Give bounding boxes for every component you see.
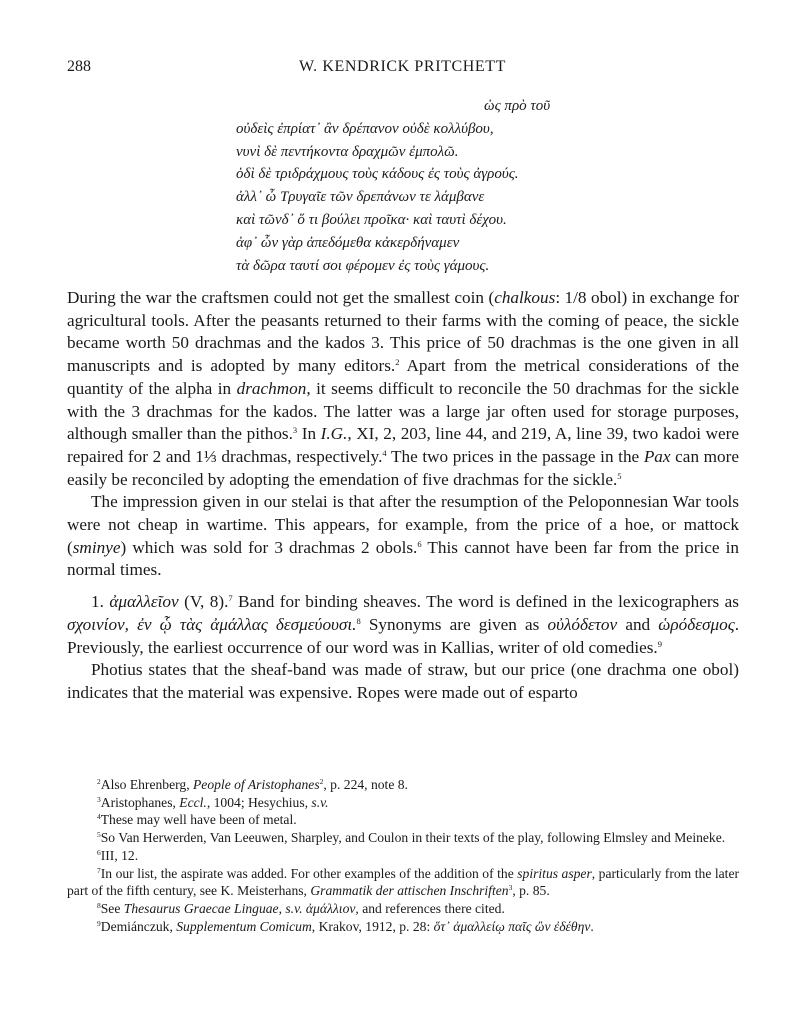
footnote-ref: 6 <box>417 538 422 549</box>
footnote-ref: 9 <box>657 638 662 649</box>
footnote-4 <box>67 811 739 829</box>
text-run: , it seems difficult to reconcile the 50 drachmas for the sickle with the 3 drachmas for the kados. The latter was a large jar often used for storage purposes, although smaller than the pithos. <box>67 378 739 444</box>
footnote-3 <box>67 794 739 812</box>
greek-verse-quotation <box>236 95 656 277</box>
text-run: The two prices in the passage in the <box>386 446 644 466</box>
greek-term: ἀμαλλεῖον <box>109 592 179 612</box>
citation-ig: I.G. <box>320 424 348 444</box>
text-run: : 1/8 obol) in exchange for agricultural tools. After the peasants returned to their farms with the coming of peace, the sickle became worth 50 drachmas and the kados 3. This price of 50 drachmas is the one given in all manuscripts and is adopted by many editors. <box>67 288 739 376</box>
footnote-8 <box>67 900 739 918</box>
footnote-ref: 8 <box>356 615 361 626</box>
greek-synonym: ὡρόδεσμος <box>658 614 735 634</box>
footnote-2 <box>67 776 739 794</box>
abbrev: s.v. <box>311 794 329 810</box>
footnote-number: 6 <box>97 847 101 857</box>
paragraph-prices <box>67 287 739 491</box>
footnote-7 <box>67 865 739 900</box>
footnote-number: 8 <box>97 900 101 910</box>
footnotes <box>67 776 739 935</box>
title: Eccl. <box>179 794 207 810</box>
text-run: Demiánczuk, <box>100 918 177 934</box>
body-text <box>67 287 739 705</box>
footnote-5 <box>67 829 739 847</box>
text-run: Band for binding sheaves. The word is defined in the lexicographers as <box>232 592 739 612</box>
term-drachmon: drachmon <box>236 378 307 398</box>
greek-definition: σχοινίον, ἐν ᾧ τὰς ἀμάλλας δεσμεύουσι. <box>67 614 357 634</box>
footnote-number: 2 <box>97 777 101 786</box>
text-run: . Previously, the earliest occurrence of our word was in Kallias, writer of old comedies. <box>67 614 739 657</box>
text-run: During the war the craftsmen could not get the smallest coin ( <box>67 288 495 307</box>
paragraph-stelai <box>67 491 739 582</box>
verse-line: ἀφ᾽ ὧν γὰρ ἀπεδόμεθα κἀκερδήναμεν <box>236 234 460 251</box>
term-sminye: sminye <box>72 537 121 557</box>
verse-line: οὐδεὶς ἐπρίατ᾽ ἂν δρέπανον οὐδὲ κολλύβου, <box>236 120 494 137</box>
footnote-number: 4 <box>97 812 101 822</box>
text-run: This cannot have been far from the price in normal times. <box>67 537 739 580</box>
running-head: W. KENDRICK PRITCHETT <box>298 58 507 75</box>
term: spiritus asper <box>517 865 592 881</box>
footnote-ref: 2 <box>395 357 400 368</box>
page-number: 288 <box>67 58 91 75</box>
text-run: , XI, 2, 203, line 44, and 219, A, line 39, two kadoi were repaired for 2 and 1⅓ drachmas, respectively. <box>67 424 739 466</box>
text-run: (V, 8). <box>178 592 229 612</box>
footnote-ref: 5 <box>617 470 622 481</box>
footnote-9 <box>67 918 739 936</box>
text-run: These may well have been of metal. <box>100 812 297 828</box>
greek-term: ἀμάλλιον <box>305 900 356 916</box>
title: Supplementum Comicum <box>176 918 312 934</box>
text-run: The impression given in our stelai is that after the resumption of the Peloponnesian War tools were not cheap in wartime. This appears, for example, from the price of a hoe, or mattock ( <box>67 492 739 557</box>
footnote-number: 7 <box>97 865 101 875</box>
footnote-number: 3 <box>97 794 101 804</box>
footnote-6 <box>67 847 739 865</box>
greek-quotation: ὅτ᾽ ἀμαλλείῳ παῖς ὢν ἐδέθην <box>433 918 591 934</box>
text-run: So Van Herwerden, Van Leeuwen, Sharpley, and Coulon in their texts of the play, following Elmsley and Meineke. <box>100 830 726 846</box>
text-run: , p. 85. <box>512 883 550 899</box>
text-run: Aristophanes, <box>100 794 180 810</box>
text-run: , Krakov, 1912, p. 28: <box>311 918 434 934</box>
text-run: 1. <box>91 592 110 612</box>
text-run: In our list, the aspirate was added. For other examples of the addition of the <box>100 865 518 881</box>
greek-synonym: οὐλόδετον <box>547 614 618 634</box>
text-run: , <box>278 900 286 916</box>
paragraph-photius <box>67 659 739 704</box>
footnote-ref: 4 <box>382 447 387 458</box>
text-run: , and references there cited. <box>355 900 505 916</box>
paragraph-entry-1 <box>67 591 739 659</box>
text-run: III, 12. <box>100 847 139 863</box>
verse-line: τὰ δῶρα ταυτί σοι φέρομεν ἐς τοὺς γάμους. <box>236 257 490 274</box>
title: Grammatik der attischen Inschriften <box>310 883 509 899</box>
text-run: In <box>297 424 321 444</box>
footnote-number: 5 <box>97 830 101 840</box>
text-run: , 1004; Hesychius, <box>206 794 312 810</box>
text-run: Synonyms are given as <box>360 614 548 634</box>
title: Thesaurus Graecae Linguae <box>123 900 279 916</box>
title: People of Aristophanes <box>193 777 320 792</box>
edition-number: 3 <box>508 883 513 893</box>
text-run: ) which was sold for 3 drachmas 2 obols. <box>120 537 418 557</box>
term-chalkous: chalkous <box>494 288 556 307</box>
verse-line: ἀλλ᾽ ὦ Τρυγαῖε τῶν δρεπάνων τε λάμβανε <box>236 189 485 206</box>
text-run: can more easily be reconciled by adopting the emendation of five drachmas for the sickle. <box>67 446 739 489</box>
footnote-ref: 7 <box>228 593 233 604</box>
title-pax: Pax <box>643 446 671 466</box>
abbrev: s.v. <box>285 900 303 916</box>
text-run: Also Ehrenberg, <box>100 777 193 792</box>
text-run: , p. 224, note 8. <box>323 777 408 792</box>
text-run: , particularly from the later part of the fifth century, see K. Meisterhans, <box>67 865 740 899</box>
text-run: Photius states that the sheaf-band was made of straw, but our price (one drachma one obol) indicates that the material was expensive. Ropes were made out of esparto <box>67 660 739 702</box>
text-run: . <box>590 918 594 934</box>
footnote-number: 9 <box>97 918 101 928</box>
text-run: Apart from the metrical considerations of the quantity of the alpha in <box>67 356 739 398</box>
verse-line: καὶ τῶνδ᾽ ὅ τι βούλει προῖκα· καὶ ταυτὶ δέχου. <box>236 211 507 228</box>
edition-number: 2 <box>319 777 324 786</box>
text-run: See <box>100 900 124 916</box>
footnote-ref: 3 <box>292 425 298 436</box>
verse-line: ὁδὶ δὲ τριδράχμους τοὺς κάδους ἐς τοὺς ἀγρούς. <box>236 166 519 183</box>
verse-line: νυνὶ δὲ πεντήκοντα δραχμῶν ἐμπολῶ. <box>236 143 459 160</box>
verse-line: ὡς πρὸ τοῦ <box>484 98 551 114</box>
text-run: and <box>617 614 659 634</box>
